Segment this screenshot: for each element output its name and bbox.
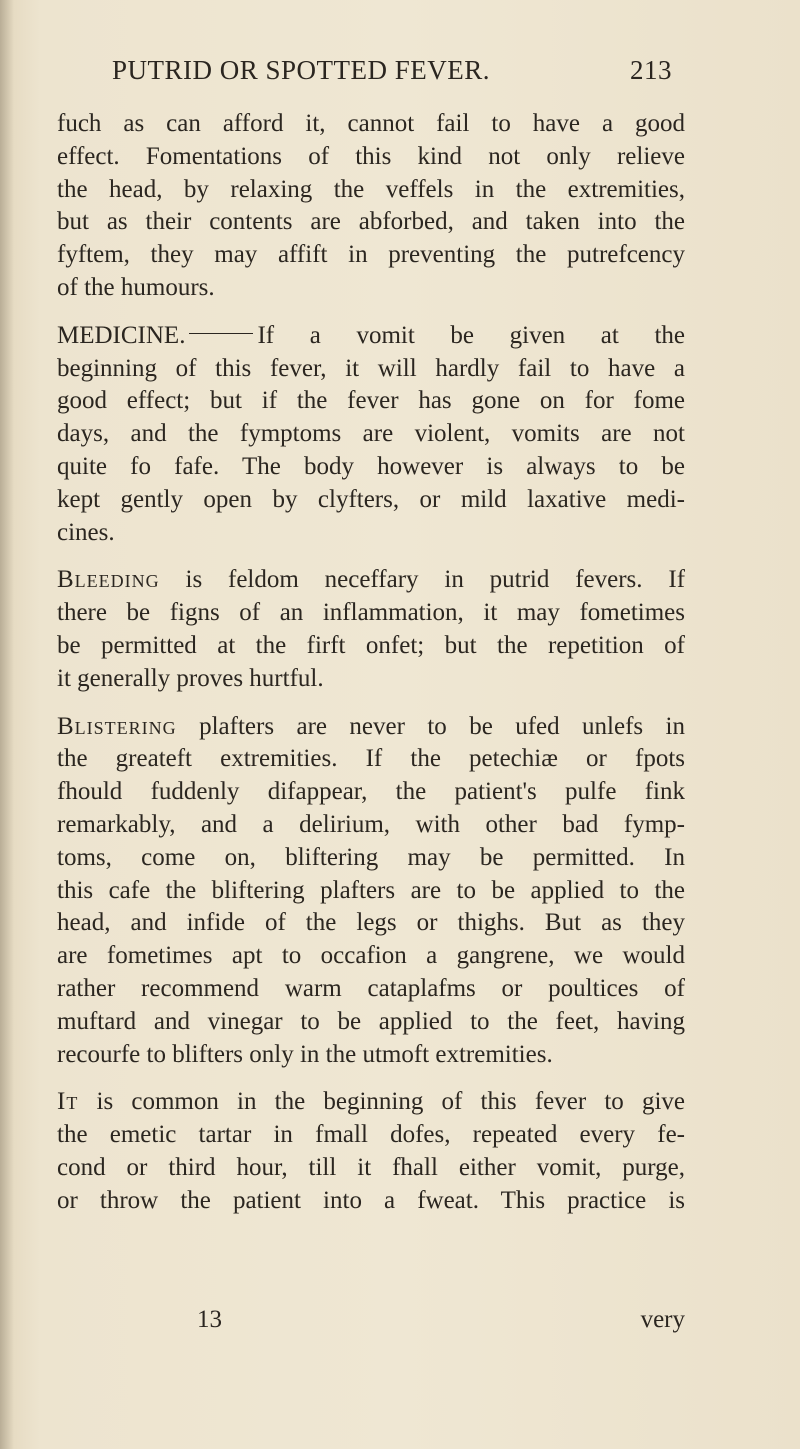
- text-line: rather recommend warm cataplafms or poultices of: [57, 974, 685, 1002]
- text-line: this cafe the bliftering plafters are to be applied to the: [57, 876, 685, 904]
- page-footer: [57, 1306, 685, 1340]
- page-number: 213: [630, 55, 672, 85]
- text-fragment: If a vomit be given at the: [257, 321, 685, 349]
- text-line: good effect; but if the fever has gone on for fome: [57, 387, 685, 415]
- text-line: effect. Fomentations of this kind not only relieve: [57, 142, 685, 170]
- catchword: very: [640, 1306, 685, 1333]
- paragraph-bleeding: [57, 564, 685, 695]
- text-line: [57, 320, 685, 353]
- text-line: muftard and vinegar to be applied to the feet, having: [57, 1007, 685, 1035]
- text-line: fuch as can afford it, cannot fail to have a good: [57, 110, 685, 137]
- text-line: [57, 564, 685, 597]
- text-line: but as their contents are abforbed, and taken into the: [57, 208, 685, 236]
- text-line: quite fo fafe. The body however is always to be: [57, 452, 685, 480]
- paragraph-blistering: [57, 711, 685, 1072]
- running-title: PUTRID OR SPOTTED FEVER.: [112, 55, 491, 85]
- text-line: cines.: [57, 518, 115, 546]
- text-line: the emetic tartar in fmall dofes, repeated every fe-: [57, 1121, 685, 1149]
- text-line: the head, by relaxing the veffels in the extremities,: [57, 175, 685, 203]
- body-text: [57, 108, 685, 1218]
- text-line: there be figns of an inflammation, it may fometimes: [57, 599, 685, 627]
- paragraph-medicine: [57, 320, 685, 550]
- text-line: it generally proves hurtful.: [57, 664, 324, 692]
- paragraph-fomentations: [57, 108, 685, 305]
- text-line: or throw the patient into a fweat. This practice is: [57, 1186, 685, 1214]
- paragraph-lead: Blistering: [57, 712, 177, 740]
- text-line: are fometimes apt to occafion a gangrene, we would: [57, 942, 685, 970]
- text-line: fyftem, they may affift in preventing the putrefcency: [57, 241, 685, 269]
- text-line: beginning of this fever, it will hardly fail to have a: [57, 354, 685, 382]
- paragraph-emetic: [57, 1086, 685, 1217]
- text-line: of the humours.: [57, 273, 215, 301]
- paragraph-lead: Bleeding: [57, 566, 160, 594]
- text-fragment: is feldom neceffary in putrid fevers. If: [185, 566, 685, 594]
- paragraph-lead: It: [57, 1088, 79, 1116]
- text-line: remarkably, and a delirium, with other bad fymp-: [57, 810, 685, 838]
- text-line: [57, 711, 685, 744]
- text-line: toms, come on, bliftering may be permitted. In: [57, 843, 685, 871]
- text-line: the greateft extremities. If the petechiæ or fpots: [57, 745, 685, 773]
- text-line: cond or third hour, till it fhall either vomit, purge,: [57, 1153, 685, 1181]
- text-fragment: plafters are never to be ufed unlefs in: [199, 712, 685, 740]
- signature-mark: 13: [197, 1306, 222, 1333]
- text-line: fhould fuddenly difappear, the patient's pulfe fink: [57, 778, 685, 806]
- text-line: [57, 1086, 685, 1119]
- text-line: kept gently open by clyfters, or mild laxative medi-: [57, 485, 685, 513]
- gutter-shadow: [0, 0, 14, 1449]
- text-line: days, and the fymptoms are violent, vomits are not: [57, 420, 685, 448]
- text-line: head, and infide of the legs or thighs. But as they: [57, 909, 685, 937]
- text-fragment: is common in the beginning of this fever to give: [96, 1088, 685, 1116]
- section-heading: MEDICINE.: [57, 321, 186, 349]
- text-line: be permitted at the firft onfet; but the repetition of: [57, 631, 685, 659]
- page-header: [112, 55, 672, 95]
- text-line: recourfe to blifters only in the utmoft extremities.: [57, 1040, 553, 1068]
- em-dash-rule: [189, 333, 253, 334]
